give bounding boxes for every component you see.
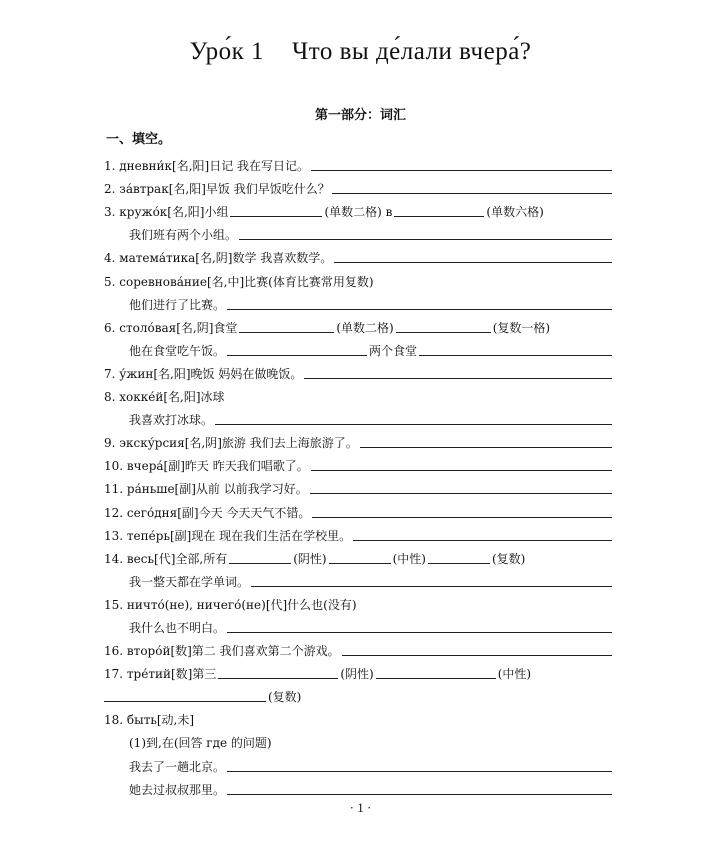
item-text: второ́й[数]第二 我们喜欢第二个游戏。 — [126, 644, 340, 659]
answer-blank[interactable] — [230, 206, 322, 217]
list-item — [104, 496, 614, 519]
item-text: 他在食堂吃午饭。 — [129, 343, 226, 358]
list-item-continuation — [104, 335, 614, 358]
item-text: матема́тика[名,阴]数学 我喜欢数学。 — [119, 251, 333, 266]
answer-blank[interactable] — [312, 507, 612, 518]
item-text: 我一整天都在学单词。 — [129, 574, 250, 589]
item-text: хокке́й[名,阳]冰球 — [119, 390, 225, 405]
answer-blank[interactable] — [304, 368, 612, 379]
item-text: (阴性) — [293, 551, 327, 566]
answer-blank[interactable] — [334, 252, 612, 263]
item-text: кружо́к[名,阳]小组 — [119, 205, 229, 220]
item-text: 我们班有两个小组。 — [129, 228, 238, 243]
list-item — [104, 635, 614, 658]
answer-blank[interactable] — [428, 553, 490, 564]
item-text: тре́тий[数]第三 — [126, 667, 217, 682]
item-number: 8. — [104, 390, 116, 405]
item-text: дневни́к[名,阳]日记 我在写日记。 — [119, 159, 310, 174]
item-number: 3. — [104, 205, 116, 220]
item-text: сего́дня[副]今天 今天天气不错。 — [126, 505, 311, 520]
list-item-continuation — [104, 404, 614, 427]
item-text: (中性) — [392, 551, 426, 566]
list-item-continuation — [104, 727, 614, 750]
item-text: (复数) — [491, 551, 526, 566]
list-item — [104, 658, 614, 681]
list-item — [104, 265, 614, 288]
item-text: (单数二格) — [336, 320, 394, 335]
section-title: 第一部分：词汇 — [314, 108, 406, 123]
item-number: 16. — [104, 644, 124, 659]
part-heading: 一、填空。 — [106, 132, 172, 147]
item-number: 1. — [104, 159, 116, 174]
list-item — [104, 704, 614, 727]
answer-blank[interactable] — [310, 483, 612, 494]
list-item — [104, 473, 614, 496]
item-text: (单数六格) — [486, 205, 544, 220]
answer-blank[interactable] — [104, 691, 266, 702]
item-number: 7. — [104, 366, 116, 381]
answer-blank[interactable] — [215, 414, 612, 425]
item-text: 她去过叔叔那里。 — [129, 782, 226, 797]
lesson-number: Уро́к 1 — [189, 38, 265, 65]
item-number: 15. — [104, 597, 124, 612]
list-item — [104, 242, 614, 265]
answer-blank[interactable] — [311, 460, 612, 471]
item-number: 10. — [104, 459, 124, 474]
item-text: ра́ньше[副]从前 以前我学习好。 — [126, 482, 308, 497]
item-text: вчера́[副]昨天 昨天我们唱歌了。 — [126, 459, 309, 474]
list-item — [104, 589, 614, 612]
item-number: 18. — [104, 713, 124, 728]
item-text: весь[代]全部,所有 — [126, 551, 228, 566]
item-text: (复数一格) — [492, 320, 551, 335]
lesson-question: Что вы де́лали вчера́? — [292, 38, 532, 65]
answer-blank[interactable] — [394, 206, 484, 217]
item-text: 我什么也不明白。 — [129, 620, 226, 635]
item-text: (阴性) — [340, 667, 374, 682]
item-number: 13. — [104, 528, 124, 543]
list-item-continuation — [104, 774, 614, 797]
answer-blank[interactable] — [229, 553, 291, 564]
item-number: 14. — [104, 551, 124, 566]
lesson-title — [0, 38, 721, 66]
list-item-continuation — [104, 681, 614, 704]
list-item — [104, 358, 614, 381]
answer-blank[interactable] — [419, 345, 612, 356]
item-number: 11. — [104, 482, 124, 497]
list-item — [104, 150, 614, 173]
list-item-continuation — [104, 750, 614, 773]
list-item — [104, 450, 614, 473]
item-text: 两个食堂 — [369, 343, 418, 358]
item-text: (复数) — [268, 690, 302, 705]
answer-blank[interactable] — [353, 530, 612, 541]
item-text: (中性) — [497, 667, 532, 682]
answer-blank[interactable] — [311, 160, 612, 171]
item-number: 2. — [104, 182, 116, 197]
answer-blank[interactable] — [329, 553, 391, 564]
list-item — [104, 173, 614, 196]
item-text: 他们进行了比赛。 — [129, 297, 226, 312]
item-text: тепе́рь[副]现在 现在我们生活在学校里。 — [126, 528, 352, 543]
item-number: 17. — [104, 667, 124, 682]
list-item-continuation — [104, 612, 614, 635]
answer-blank[interactable] — [396, 322, 491, 333]
answer-blank[interactable] — [360, 437, 612, 448]
answer-blank[interactable] — [342, 645, 612, 656]
list-item-continuation — [104, 289, 614, 312]
item-text: 我喜欢打冰球。 — [129, 413, 214, 428]
page-number: · 1 · — [349, 800, 372, 815]
item-text: столо́вая[名,阴]食堂 — [119, 320, 238, 335]
item-subtext: (1)到,在(回答 где 的问题) — [129, 736, 272, 751]
item-text: ничто́(не), ничего́(не)[代]什么也(没有) — [126, 597, 357, 612]
list-item — [104, 196, 614, 219]
item-number: 5. — [104, 274, 116, 289]
answer-blank[interactable] — [227, 299, 612, 310]
list-item-continuation — [104, 219, 614, 242]
list-item-continuation — [104, 566, 614, 589]
item-text: 我去了一趟北京。 — [129, 759, 226, 774]
item-number: 4. — [104, 251, 116, 266]
answer-blank[interactable] — [376, 668, 496, 679]
item-text: быть[动,未] — [126, 713, 195, 728]
list-item — [104, 381, 614, 404]
answer-blank[interactable] — [227, 345, 367, 356]
answer-blank[interactable] — [218, 668, 338, 679]
list-item — [104, 312, 614, 335]
list-item — [104, 520, 614, 543]
answer-blank[interactable] — [227, 784, 612, 795]
item-number: 9. — [104, 436, 116, 451]
answer-blank[interactable] — [227, 761, 612, 772]
list-item — [104, 543, 614, 566]
item-text: у́жин[名,阳]晚饭 妈妈在做晚饭。 — [119, 366, 303, 381]
item-text: экску́рсия[名,阴]旅游 我们去上海旅游了。 — [119, 436, 358, 451]
item-number: 6. — [104, 320, 116, 335]
list-item — [104, 427, 614, 450]
answer-blank[interactable] — [332, 183, 612, 194]
answer-blank[interactable] — [239, 322, 334, 333]
answer-blank[interactable] — [227, 622, 612, 633]
item-number: 12. — [104, 505, 124, 520]
item-text: за́втрак[名,阳]早饭 我们早饭吃什么？ — [119, 182, 330, 197]
item-text: соревнова́ние[名,中]比赛(体育比赛常用复数) — [119, 274, 374, 289]
answer-blank[interactable] — [239, 229, 612, 240]
exercise-list — [104, 150, 614, 797]
answer-blank[interactable] — [251, 576, 612, 587]
item-text: (单数二格) в — [324, 205, 393, 220]
